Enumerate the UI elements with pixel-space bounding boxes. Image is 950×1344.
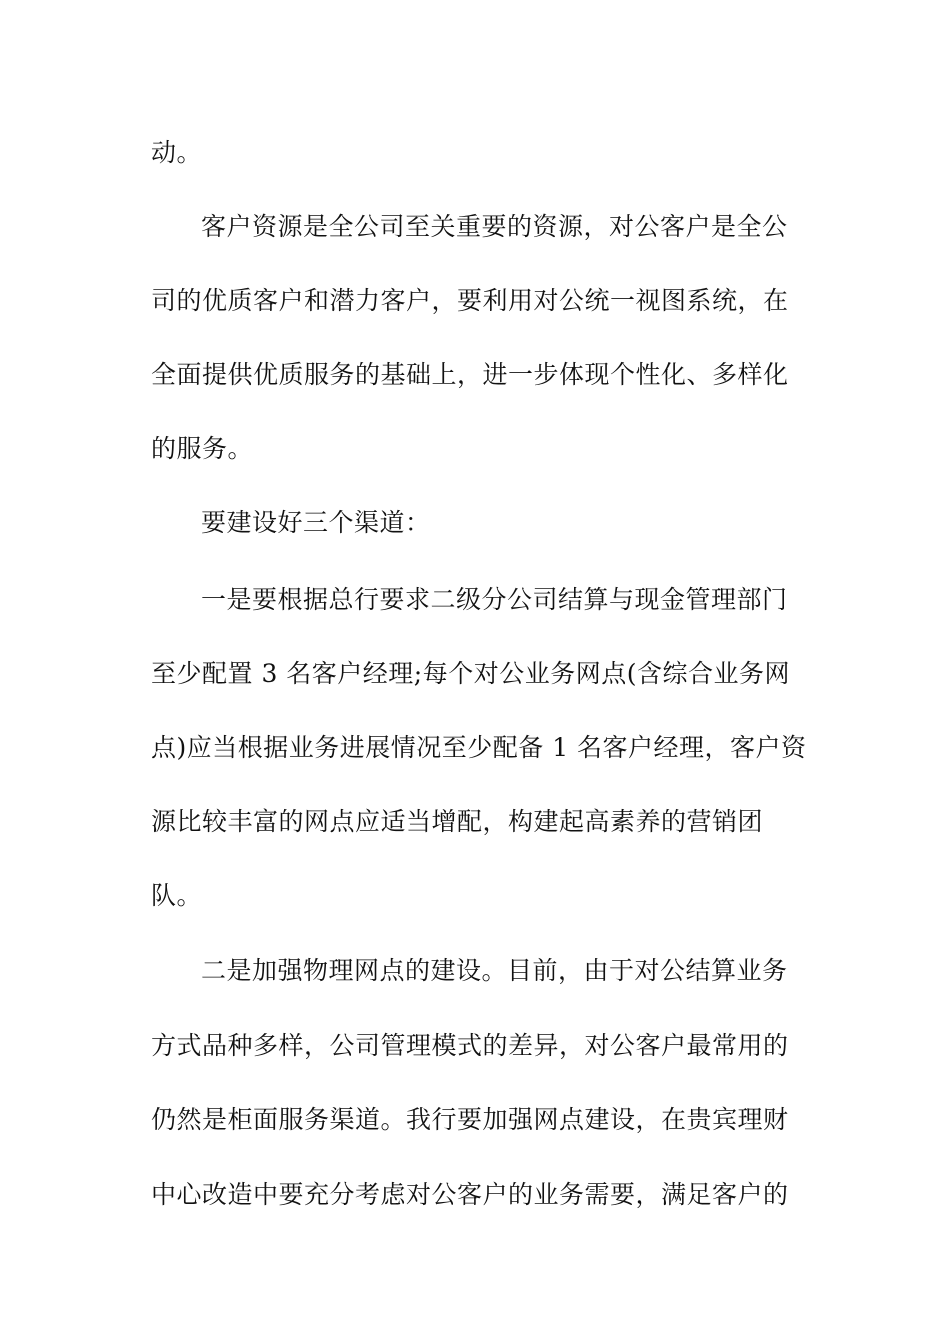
text-line: 中心改造中要充分考虑对公客户的业务需要，满足客户的 [151,1180,789,1209]
paragraph-line: 客户资源是全公司至关重要的资源，对公客户是全公 [201,212,788,241]
text-line: 的服务。 [151,434,254,463]
paragraph-line: 要建设好三个渠道： [201,508,431,537]
text-line: 全面提供优质服务的基础上，进一步体现个性化、多样化 [151,360,789,389]
text-line: 源比较丰富的网点应适当增配，构建起高素养的营销团 [151,807,764,836]
paragraph-line: 二是加强物理网点的建设。目前，由于对公结算业务 [201,956,788,985]
text-line: 队。 [151,881,203,910]
paragraph-line: 一是要根据总行要求二级分公司结算与现金管理部门 [201,585,788,614]
text-line: 至少配置 3 名客户经理;每个对公业务网点(含综合业务网 [151,659,790,688]
text-line: 点)应当根据业务进展情况至少配备 1 名客户经理，客户资 [151,733,807,762]
text-line: 仍然是柜面服务渠道。我行要加强网点建设，在贵宾理财 [151,1105,789,1134]
text-line: 司的优质客户和潜力客户，要利用对公统一视图系统，在 [151,286,789,315]
text-line: 动。 [151,138,203,167]
text-line: 方式品种多样，公司管理模式的差异，对公客户最常用的 [151,1031,789,1060]
